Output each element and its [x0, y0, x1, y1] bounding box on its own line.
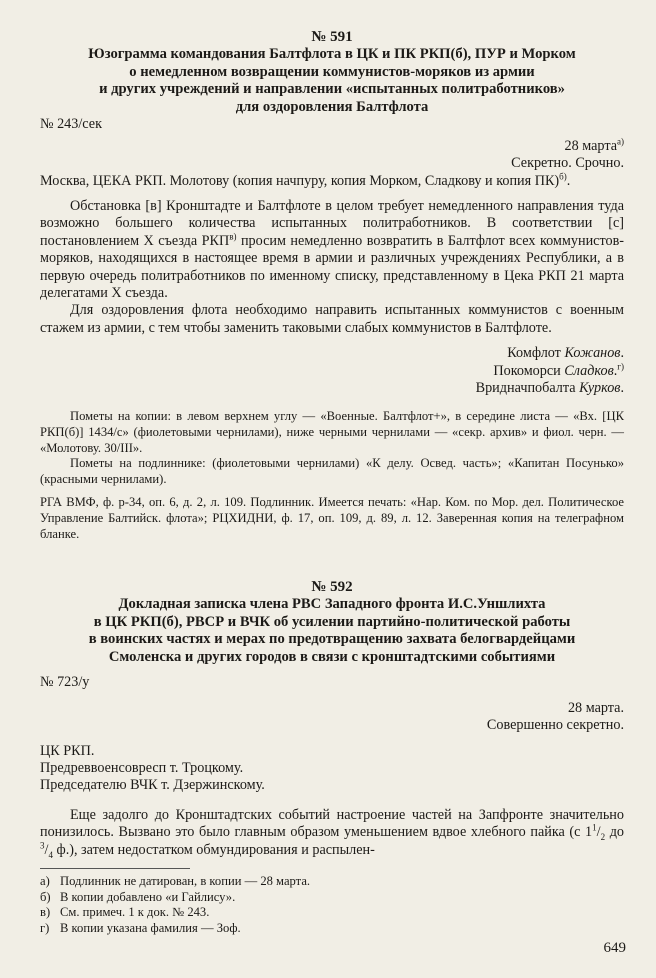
page-number: 649 — [603, 940, 626, 956]
doc-592-number: № 592 — [311, 579, 353, 595]
doc-591-date: 28 марта$^{а)}$ — [564, 136, 624, 154]
signature-line: Вридначпобалта Курков. — [475, 380, 624, 397]
doc-592-addressee: ЦК РКП. — [40, 742, 95, 759]
document-592 — [40, 578, 624, 859]
doc-592-title-line-4: Смоленска и других городов в связи с кронштадтскими событиями — [108, 648, 556, 665]
document-591 — [40, 28, 624, 542]
doc-591-title-line-2: о немедленном возвращении коммунистов-моряков из армии — [129, 63, 535, 80]
doc-592-classification: Совершенно секретно. — [486, 717, 624, 734]
footnote: б) В копии добавлено «и Гайлису». — [40, 889, 236, 904]
doc-591-copy-notes: Пометы на копии: в левом верхнем углу — «Военные. Балтфлот+», в середине листа — «Вх. [ЦК РКП(б)] 1434/с» (фиолетовыми чернилами), ниже черными чернилами — «секр. архив» и фиол. черн. — «Молотову. 30/III». — [40, 409, 624, 455]
doc-591-paragraph-2: Для оздоровления флота необходимо направить испытанных коммунистов с военным стажем из армии, с тем чтобы заменить таковыми слабых коммунистов в Балтфлоте. — [40, 302, 624, 336]
doc-591-reference: № 243/сек — [40, 116, 102, 133]
doc-592-addressee: Предреввоенсовресп т. Троцкому. — [40, 760, 244, 776]
doc-592-reference: № 723/у — [40, 674, 90, 691]
doc-592-title-line-1: Докладная записка члена РВС Западного фронта И.С.Уншлихта — [118, 596, 546, 612]
signature-line: Покоморси Сладков.$^{г)}$ — [493, 360, 624, 379]
doc-591-title-line-3: и других учреждений и направлении «испытанных политработников» — [99, 81, 565, 98]
doc-591-archive-reference: РГА ВМФ, ф. р-34, оп. 6, д. 2, л. 109. Подлинник. Имеется печать: «Нар. Ком. по Мор. дел. Политическое Управление Балтийск. флота»; РЦХИДНИ, ф. 17, оп. 109, д. 89, л. 12. Заверенная копия на телеграфном бланке. — [40, 495, 624, 541]
doc-592-title-line-2: в ЦК РКП(б), РВСР и ВЧК об усилении партийно-политической работы — [93, 613, 571, 630]
doc-592-date: 28 марта. — [567, 699, 624, 716]
doc-591-number: № 591 — [311, 29, 353, 45]
doc-591-original-notes: Пометы на подлиннике: (фиолетовыми чернилами) «К делу. Освед. часть»; «Капитан Посунько» (красными чернилами). — [40, 456, 624, 486]
doc-592-body: Еще задолго до Кронштадтских событий настроение частей на Запфронте значительно понизилось. Вызвано это было главным образом уменьшением вдвое хлебного пайка (с $1^1/_2$ до $^3/_4$ ф.), затем недостатком обмундирования и распылен- — [40, 806, 625, 860]
doc-591-title-line-1: Юзограмма командования Балтфлота в ЦК и ПК РКП(б), ПУР и Морком — [88, 46, 576, 62]
footnote-divider — [40, 868, 190, 869]
footnote: в) См. примеч. 1 к док. № 243. — [40, 905, 210, 920]
footnote: г) В копии указана фамилия — Зоф. — [40, 920, 241, 935]
footnotes — [40, 874, 624, 936]
doc-592-addressee: Председателю ВЧК т. Дзержинскому. — [40, 777, 265, 794]
signature-line: Комфлот Кожанов. — [507, 345, 624, 362]
footnote: а) Подлинник не датирован, в копии — 28 марта. — [40, 874, 311, 888]
doc-592-title-line-3: в воинских частях и мерах по предотвращению захвата белогвардейцами — [88, 631, 576, 648]
doc-591-title-line-4: для оздоровления Балтфлота — [235, 98, 429, 115]
doc-591-classification: Секретно. Срочно. — [511, 155, 624, 172]
doc-591-signatures — [40, 345, 624, 397]
doc-591-paragraph-1: Обстановка [в] Кронштадте и Балтфлоте в целом требует немедленного направления туда возможно большего количества испытанных политработников. В соответствии [с] постановлением X съезда $РКП^{в)}$ просим немедленно возвратить в Балтфлот всех коммунистов-моряков, находящихся в настоящее время в армии и различных учреждениях Республики, а в первую очередь политработников по именному списку, представленному в Цека РКП 21 марта делегатами X съезда. — [40, 198, 624, 302]
doc-591-address: Москва, ЦЕКА РКП. Молотову (копия начпуру, копия Морком, Сладкову и копия ПК)$^{б)}$. — [40, 170, 571, 189]
